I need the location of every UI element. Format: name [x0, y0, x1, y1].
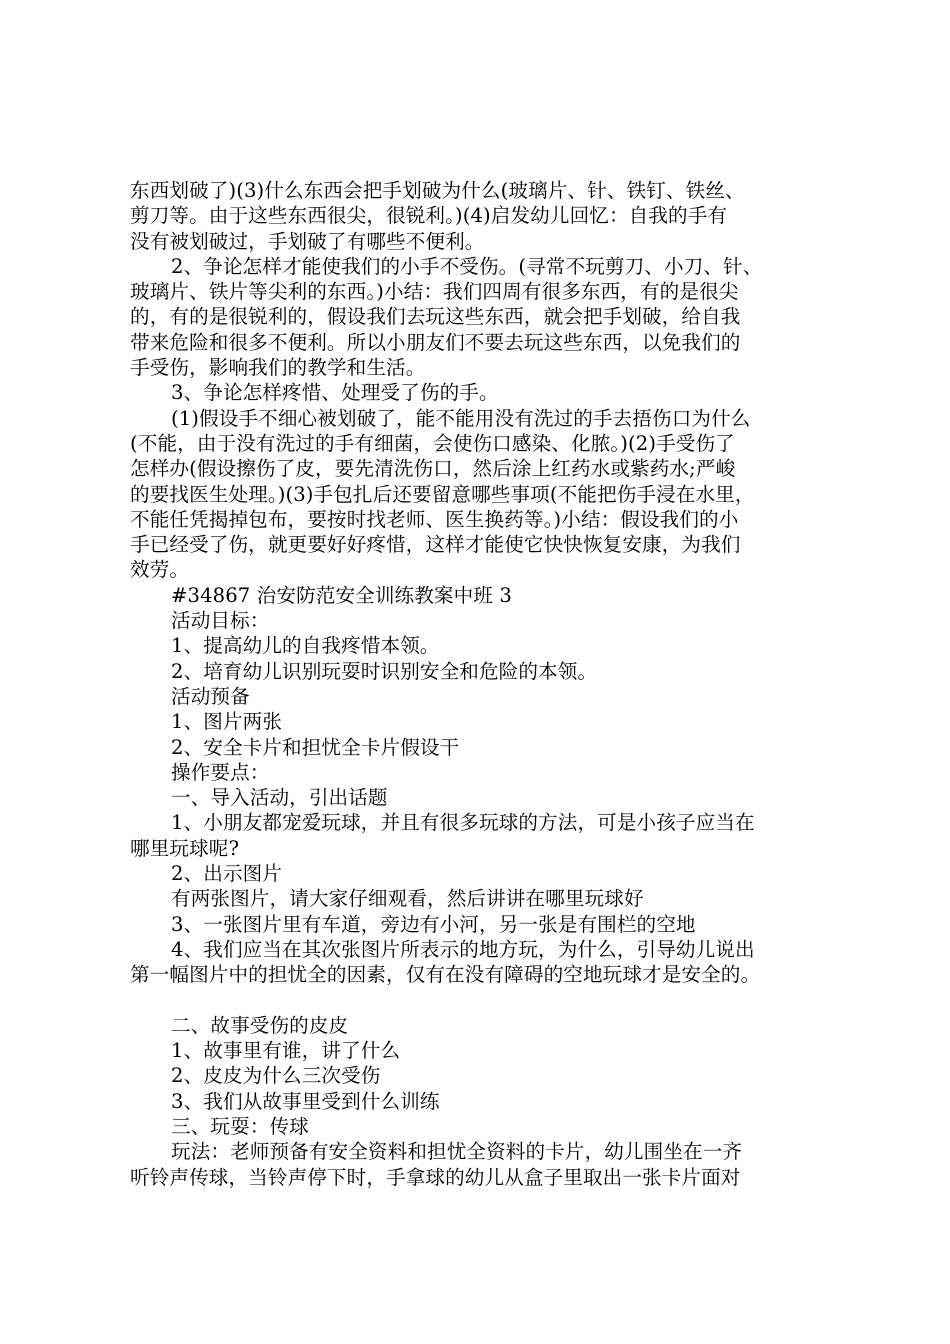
text-line: 活动目标： — [171, 609, 270, 633]
text-line: 2、争论怎样才能使我们的小手不受伤。(寻常不玩剪刀、小刀、针、 — [171, 254, 763, 278]
text-line: 玻璃片、铁片等尖利的东西。)小结：我们四周有很多东西，有的是很尖 — [130, 280, 739, 304]
text-line: 手已经受了伤，就更要好好疼惜，这样才能使它快快恢复安康，为我们 — [130, 533, 741, 557]
text-line: 三、玩耍：传球 — [171, 1114, 309, 1138]
text-line: #34867 治安防范安全训练教案中班 3 — [171, 583, 512, 607]
text-line: (不能，由于没有洗过的手有细菌，会使伤口感染、化脓。)(2)手受伤了 — [130, 431, 735, 455]
text-line: 有两张图片，请大家仔细观看，然后讲讲在哪里玩球好 — [171, 887, 644, 911]
text-line: 活动预备 — [171, 684, 250, 708]
text-line: 操作要点： — [171, 760, 270, 784]
text-line: 没有被划破过，手划破了有哪些不便利。 — [130, 229, 485, 253]
text-line: 1、提高幼儿的自我疼惜本领。 — [171, 634, 440, 658]
text-line: 效劳。 — [130, 558, 190, 582]
text-line: 1、图片两张 — [171, 710, 283, 734]
text-line: 第一幅图片中的担忧全的因素，仅有在没有障碍的空地玩球才是安全的。 — [130, 963, 761, 987]
text-line: 怎样办(假设擦伤了皮，要先清洗伤口，然后涂上红药水或紫药水;严峻 — [130, 457, 736, 481]
text-line: 不能任凭揭掉包布，要按时找老师、医生换药等。)小结：假设我们的小 — [130, 507, 739, 531]
text-line: 带来危险和很多不便利。所以小朋友们不要去玩这些东西，以免我们的 — [130, 330, 741, 354]
text-line: 一、导入活动，引出话题 — [171, 786, 388, 810]
text-line: (1)假设手不细心被划破了，能不能用没有洗过的手去捂伤口为什么 — [171, 406, 751, 430]
text-line: 的要找医生处理。)(3)手包扎后还要留意哪些事项(不能把伤手浸在水里， — [130, 482, 755, 506]
text-line: 2、出示图片 — [171, 862, 283, 886]
text-line: 剪刀等。由于这些东西很尖，很锐利。)(4)启发幼儿回忆：自我的手有 — [130, 204, 728, 228]
text-line: 二、故事受伤的皮皮 — [171, 1013, 349, 1037]
text-line: 3、一张图片里有车道，旁边有小河，另一张是有围栏的空地 — [171, 912, 696, 936]
text-line: 玩法：老师预备有安全资料和担忧全资料的卡片，幼儿围坐在一齐 — [171, 1140, 743, 1164]
text-line: 听铃声传球，当铃声停下时，手拿球的幼儿从盒子里取出一张卡片面对 — [130, 1165, 741, 1189]
text-line: 手受伤，影响我们的教学和生活。 — [130, 356, 426, 380]
text-line: 2、安全卡片和担忧全卡片假设干 — [171, 735, 460, 759]
text-line: 东西划破了)(3)什么东西会把手划破为什么(玻璃片、针、铁钉、铁丝、 — [130, 179, 745, 202]
text-line: 4、我们应当在其次张图片所表示的地方玩，为什么，引导幼儿说出 — [171, 937, 755, 961]
text-line: 哪里玩球呢? — [130, 836, 240, 860]
blank-line — [130, 988, 840, 1013]
text-line: 1、小朋友都宠爱玩球，并且有很多玩球的方法，可是小孩子应当在 — [171, 811, 755, 835]
text-line: 2、皮皮为什么三次受伤 — [171, 1064, 381, 1088]
text-line: 3、我们从故事里受到什么训练 — [171, 1089, 440, 1113]
text-line: 的，有的是很锐利的，假设我们去玩这些东西，就会把手划破，给自我 — [130, 305, 741, 329]
text-line: 2、培育幼儿识别玩耍时识别安全和危险的本领。 — [171, 659, 598, 683]
document-body — [130, 178, 840, 1190]
text-line: 3、争论怎样疼惜、处理受了伤的手。 — [171, 381, 499, 405]
text-line: 1、故事里有谁，讲了什么 — [171, 1039, 401, 1063]
